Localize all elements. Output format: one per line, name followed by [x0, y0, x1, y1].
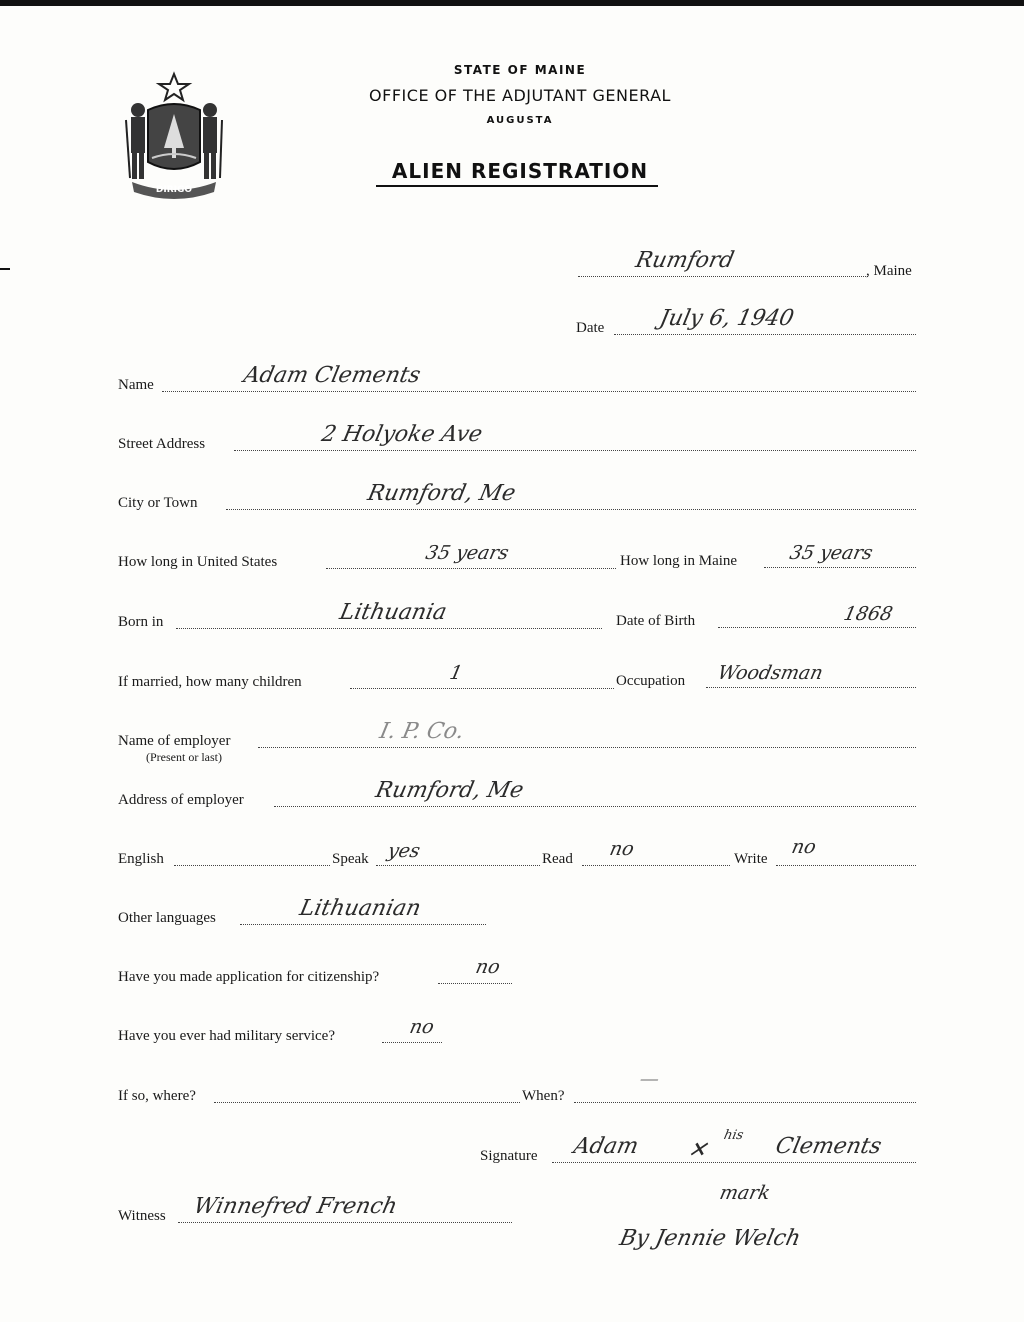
other-languages-line	[240, 924, 486, 925]
location-suffix: , Maine	[866, 263, 912, 279]
signature-line	[552, 1162, 916, 1163]
military-value: no	[407, 1016, 437, 1038]
city-value: Rumford, Me	[365, 481, 518, 506]
speak-label: Speak	[332, 851, 369, 867]
employer-value: I. P. Co.	[377, 719, 467, 744]
employer-address-value: Rumford, Me	[373, 778, 526, 803]
employer-line	[258, 747, 916, 748]
military-label: Have you ever had military service?	[118, 1028, 335, 1044]
signature-first: Adam	[571, 1134, 641, 1159]
when-value: —	[637, 1068, 662, 1090]
date-label: Date	[576, 320, 605, 336]
when-label: When?	[522, 1088, 565, 1104]
speak-value: yes	[385, 840, 423, 862]
date-line	[614, 334, 916, 335]
city-label: City or Town	[118, 495, 198, 511]
witness-label: Witness	[118, 1208, 166, 1224]
city-line	[226, 509, 916, 510]
speak-line	[376, 865, 540, 866]
children-line	[350, 688, 614, 689]
maine-state-seal-icon	[118, 70, 230, 200]
street-value: 2 Holyoke Ave	[319, 422, 485, 447]
signature-mark-x: ✕	[685, 1138, 710, 1163]
seal-motto: DIRIGO	[155, 185, 193, 195]
maine-years-value: 35 years	[787, 542, 875, 564]
children-value: 1	[447, 662, 465, 684]
citizenship-line	[438, 983, 512, 984]
birth-date-line	[718, 627, 916, 628]
name-label: Name	[118, 377, 154, 393]
header-office: OFFICE OF THE ADJUTANT GENERAL	[369, 86, 671, 105]
read-label: Read	[542, 851, 573, 867]
born-in-value: Lithuania	[337, 600, 449, 625]
write-line	[776, 865, 916, 866]
read-value: no	[607, 838, 637, 860]
english-label: English	[118, 851, 164, 867]
other-languages-value: Lithuanian	[297, 896, 424, 921]
street-label: Street Address	[118, 436, 206, 452]
header-state: STATE OF MAINE	[453, 63, 587, 77]
occupation-line	[706, 687, 916, 688]
english-line	[174, 865, 330, 866]
where-line	[214, 1102, 520, 1103]
occupation-label: Occupation	[616, 673, 686, 689]
witness-value: Winnefred French	[191, 1194, 400, 1219]
born-in-label: Born in	[118, 614, 164, 630]
title-underline	[376, 185, 658, 187]
write-value: no	[789, 836, 819, 858]
name-value: Adam Clements	[241, 363, 423, 388]
us-years-label: How long in United States	[118, 554, 278, 570]
occupation-value: Woodsman	[715, 662, 825, 684]
date-value: July 6, 1940	[657, 306, 797, 331]
signature-last: Clements	[773, 1134, 884, 1159]
military-line	[382, 1042, 442, 1043]
scan-edge	[0, 0, 1024, 6]
mark-note-line1: mark	[717, 1182, 773, 1204]
signature-mark-word: his	[722, 1128, 745, 1143]
employer-sublabel: (Present or last)	[146, 750, 222, 764]
employer-label: Name of employer	[118, 733, 231, 749]
when-line	[574, 1102, 916, 1103]
us-years-value: 35 years	[423, 542, 511, 564]
location-value: Rumford	[633, 248, 737, 273]
witness-line	[178, 1222, 512, 1223]
citizenship-label: Have you made application for citizenship?	[118, 969, 380, 985]
header-city: AUGUSTA	[486, 115, 554, 126]
read-line	[582, 865, 730, 866]
form-title: ALIEN REGISTRATION	[391, 159, 649, 183]
write-label: Write	[734, 851, 768, 867]
street-line	[234, 450, 916, 451]
born-in-line	[176, 628, 602, 629]
birth-date-label: Date of Birth	[616, 613, 696, 629]
children-label: If married, how many children	[118, 674, 302, 690]
signature-label: Signature	[480, 1148, 538, 1164]
employer-address-line	[274, 806, 916, 807]
other-languages-label: Other languages	[118, 910, 216, 926]
maine-years-line	[764, 567, 916, 568]
us-years-line	[326, 568, 616, 569]
name-line	[162, 391, 916, 392]
maine-years-label: How long in Maine	[620, 553, 738, 569]
birth-date-value: 1868	[841, 603, 895, 625]
mark-note-line2: By Jennie Welch	[617, 1226, 803, 1251]
employer-address-label: Address of employer	[118, 792, 244, 808]
scan-tick-mark	[0, 268, 10, 270]
citizenship-value: no	[473, 956, 503, 978]
location-line	[578, 276, 868, 277]
where-label: If so, where?	[118, 1088, 196, 1104]
